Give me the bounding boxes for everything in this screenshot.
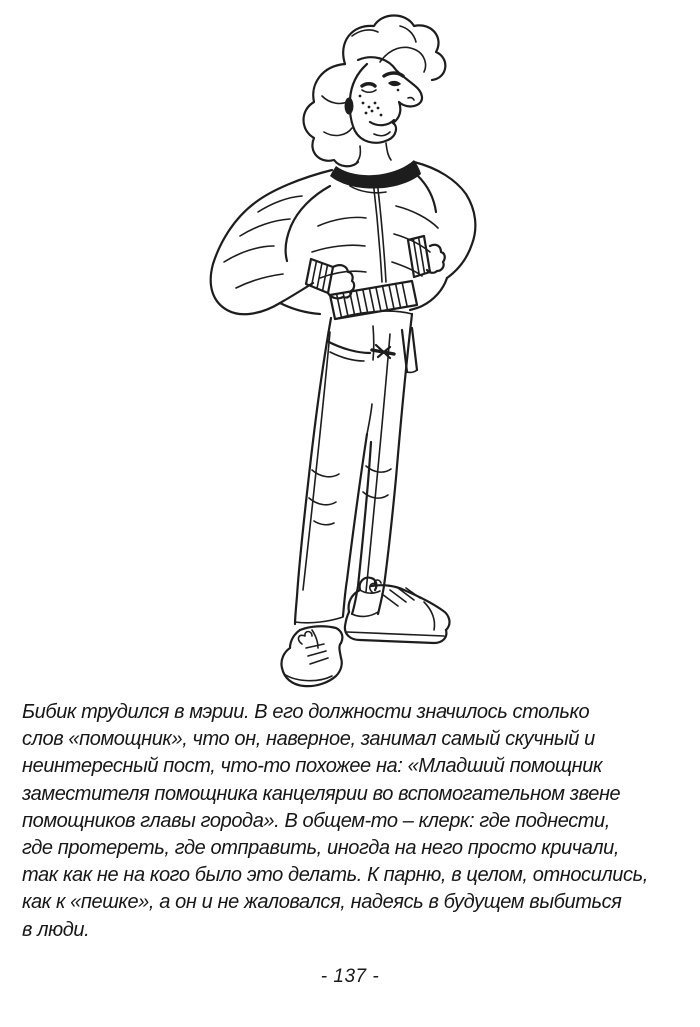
paragraph-line: в люди. [22,918,90,941]
paragraph-line: помощников главы города». В общем-то – клерк: где поднести, [22,809,610,832]
figure-jacket [211,162,476,319]
page-footer [0,966,700,988]
paragraph-line: слов «помощник», что он, наверное, занимал самый скучный и [22,728,595,751]
paragraph-line: так как не на кого было это делать. К парню, в целом, относились, [22,864,648,887]
figure-sneaker-left [281,626,342,686]
figure-head [345,57,423,162]
paragraph-line: Бибик трудился в мэрии. В его должности значилось столько [22,701,590,723]
figure-pants [295,311,417,624]
figure-collar [330,160,421,189]
paragraph-line: где протереть, где отправить, иногда на него просто кричали, [22,837,620,860]
paragraph-line: как к «пешке», а он и не жаловался, надеясь в будущем выбиться [22,891,622,914]
paragraph-line: заместителя помощника канцелярии во вспомогательном звене [22,782,621,805]
figure-sneaker-right [345,578,450,643]
page-number: - 137 - [320,966,380,987]
story-paragraph [22,699,686,944]
paragraph-line: неинтересный пост, что-то похожее на: «Младший помощник [22,755,602,778]
